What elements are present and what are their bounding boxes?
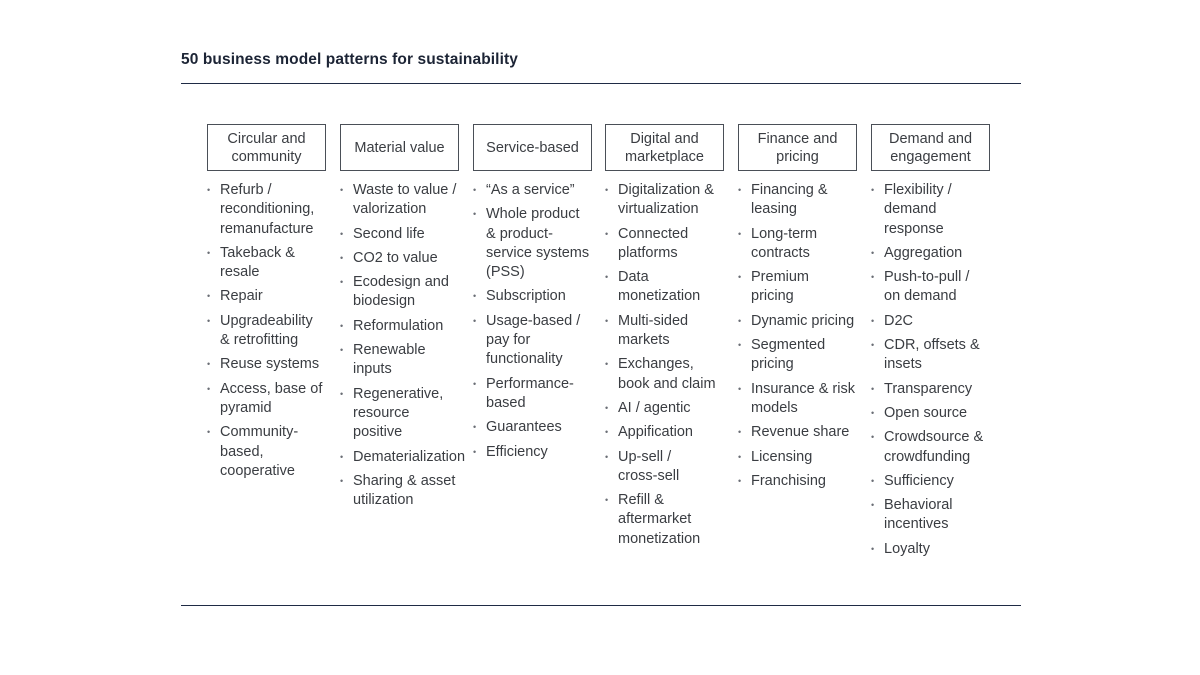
column-heading-label: Demand and engagement <box>888 130 973 165</box>
pattern-item: • Repair <box>207 287 339 306</box>
column-heading <box>871 124 990 171</box>
pattern-item: • Second life <box>340 225 472 244</box>
column-service-based <box>473 124 605 467</box>
column-heading <box>738 124 857 171</box>
column-digital-and-marketplace <box>605 124 737 554</box>
pattern-item: • Digitalization & virtualization <box>605 181 737 220</box>
pattern-list <box>605 181 737 549</box>
pattern-item: • AI / agentic <box>605 399 737 418</box>
pattern-item: • Takeback & resale <box>207 244 339 283</box>
pattern-item: • D2C <box>871 312 1003 331</box>
pattern-list <box>473 181 605 462</box>
column-heading-label: Circular and community <box>227 130 306 165</box>
pattern-item: • Renewable inputs <box>340 341 472 380</box>
pattern-item: • Reformulation <box>340 317 472 336</box>
pattern-item: • Dynamic pricing <box>738 312 870 331</box>
pattern-item: • Subscription <box>473 287 605 306</box>
column-heading <box>207 124 326 171</box>
pattern-item: • Waste to value / valorization <box>340 181 472 220</box>
pattern-list <box>871 181 1003 559</box>
pattern-item: • Transparency <box>871 380 1003 399</box>
column-heading-label: Finance and pricing <box>757 130 838 165</box>
column-heading <box>605 124 724 171</box>
pattern-item: • Community- based, cooperative <box>207 423 339 481</box>
pattern-item: • Upgradeability & retrofitting <box>207 312 339 351</box>
column-heading <box>340 124 459 171</box>
pattern-item: • “As a service” <box>473 181 605 200</box>
pattern-item: • Insurance & risk models <box>738 380 870 419</box>
pattern-item: • Flexibility / demand response <box>871 181 1003 239</box>
page-title: 50 business model patterns for sustainability <box>181 51 518 68</box>
pattern-item: • Franchising <box>738 472 870 491</box>
column-circular-and-community <box>207 124 339 486</box>
pattern-item: • Data monetization <box>605 268 737 307</box>
pattern-list <box>207 181 339 481</box>
bottom-divider <box>181 605 1021 606</box>
pattern-item: • Crowdsource & crowdfunding <box>871 428 1003 467</box>
pattern-item: • Whole product & product- service systems (PSS) <box>473 205 605 282</box>
pattern-item: • Behavioral incentives <box>871 496 1003 535</box>
column-heading-label: Material value <box>354 139 445 156</box>
column-heading <box>473 124 592 171</box>
pattern-item: • Dematerialization <box>340 448 472 467</box>
pattern-item: • Guarantees <box>473 418 605 437</box>
pattern-item: • Efficiency <box>473 443 605 462</box>
pattern-item: • Regenerative, resource positive <box>340 385 472 443</box>
pattern-item: • Exchanges, book and claim <box>605 355 737 394</box>
pattern-item: • Usage-based / pay for functionality <box>473 312 605 370</box>
pattern-item: • Refurb / reconditioning, remanufacture <box>207 181 339 239</box>
pattern-item: • CDR, offsets & insets <box>871 336 1003 375</box>
pattern-item: • Refill & aftermarket monetization <box>605 491 737 549</box>
pattern-item: • Licensing <box>738 448 870 467</box>
pattern-item: • Sufficiency <box>871 472 1003 491</box>
pattern-item: • Loyalty <box>871 540 1003 559</box>
pattern-item: • Push-to-pull / on demand <box>871 268 1003 307</box>
column-demand-and-engagement <box>871 124 1003 564</box>
pattern-item: • Sharing & asset utilization <box>340 472 472 511</box>
column-finance-and-pricing <box>738 124 870 496</box>
pattern-item: • Ecodesign and biodesign <box>340 273 472 312</box>
pattern-list <box>340 181 472 510</box>
pattern-item: • Access, base of pyramid <box>207 380 339 419</box>
pattern-item: • Appification <box>605 423 737 442</box>
pattern-item: • Multi-sided markets <box>605 312 737 351</box>
pattern-list <box>738 181 870 491</box>
pattern-item: • Up-sell / cross-sell <box>605 448 737 487</box>
column-heading-label: Service-based <box>486 139 579 156</box>
pattern-item: • Connected platforms <box>605 225 737 264</box>
pattern-item: • Long-term contracts <box>738 225 870 264</box>
pattern-item: • Performance- based <box>473 375 605 414</box>
pattern-item: • CO2 to value <box>340 249 472 268</box>
pattern-item: • Premium pricing <box>738 268 870 307</box>
pattern-columns <box>207 124 1007 584</box>
pattern-item: • Revenue share <box>738 423 870 442</box>
column-material-value <box>340 124 472 515</box>
pattern-item: • Segmented pricing <box>738 336 870 375</box>
pattern-item: • Financing & leasing <box>738 181 870 220</box>
pattern-item: • Aggregation <box>871 244 1003 263</box>
pattern-item: • Reuse systems <box>207 355 339 374</box>
top-divider <box>181 83 1021 84</box>
column-heading-label: Digital and marketplace <box>625 130 704 165</box>
pattern-item: • Open source <box>871 404 1003 423</box>
